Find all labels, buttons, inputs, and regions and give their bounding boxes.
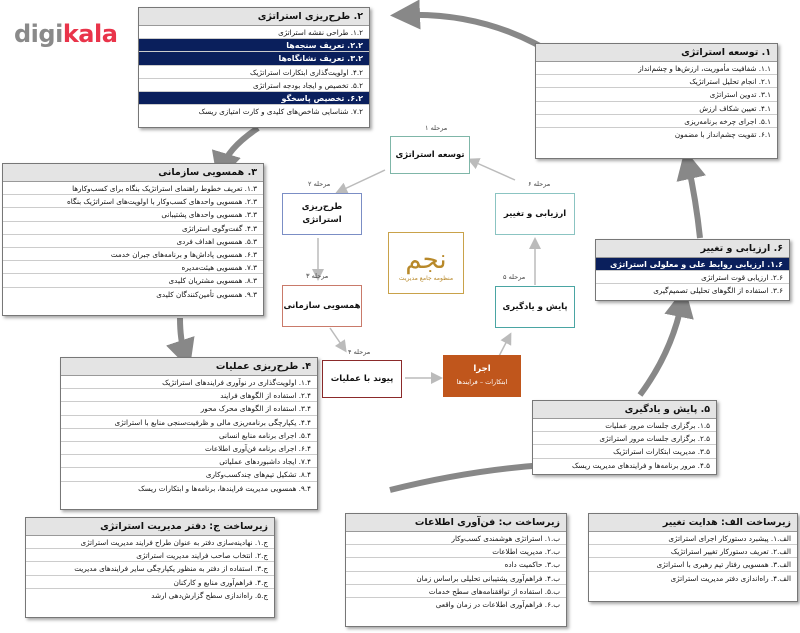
- list-item: ب.۳. حاکمیت داده: [346, 558, 566, 571]
- list-item: ۷.۴. ایجاد داشبوردهای عملیاتی: [61, 455, 317, 468]
- list-item: ۷.۲. شناسایی شاخص‌های کلیدی و کارت امتیازی ریسک: [198, 107, 363, 117]
- box-evaluation-change: [595, 239, 790, 301]
- list-item: ۶.۱. تقویت چشم‌انداز با مضمون: [674, 129, 771, 139]
- list-item: ۶.۳. همسویی پاداش‌ها و برنامه‌های جبران خدمت: [3, 248, 263, 261]
- list-item: ۴.۵. مرور برنامه‌ها و فرایندهای مدیریت ریسک: [572, 460, 710, 470]
- list-item: ۲.۳. همسویی واحدهای کسب‌وکار با اولویت‌های استراتژیک بنگاه: [3, 195, 263, 208]
- list-item: ۸.۳. همسویی مشتریان کلیدی: [3, 274, 263, 287]
- outer-arc-6-1: [688, 164, 700, 238]
- node-strategy-development: توسعه استراتژی: [390, 136, 470, 174]
- list-item: ۹.۳. همسویی تأمین‌کنندگان کلیدی: [156, 289, 257, 299]
- list-item: ۳.۳. همسویی واحدهای پشتیبانی: [3, 208, 263, 221]
- box-title: زیرساخت الف: هدایت تغییر: [589, 514, 797, 532]
- highlighted-list-item: ۲.۲. تعریف سنجه‌ها: [139, 39, 369, 52]
- box-title: ۴. طرح‌ریزی عملیات: [61, 358, 317, 376]
- list-item: ۳.۴. استفاده از الگوهای محرک محور: [61, 402, 317, 415]
- box-information-technology: [345, 513, 567, 627]
- list-item: ۲.۵. برگزاری جلسات مرور استراتژی: [533, 432, 716, 445]
- list-item: ب.۱. استراتژی هوشمندی کسب‌وکار: [346, 532, 566, 545]
- box-monitoring-learning: [532, 400, 717, 475]
- stage-label-1: مرحله ۱: [425, 124, 448, 132]
- list-item: ۸.۴. تشکیل تیم‌های چندکسب‌وکاری: [61, 468, 317, 481]
- list-item: ب.۲. مدیریت اطلاعات: [346, 545, 566, 558]
- inner-arrow-1-2: [338, 170, 385, 192]
- list-item: ۴.۲. اولویت‌گذاری ابتکارات استراتژیک: [139, 66, 369, 79]
- najm-seal: نجم منظومه جامع مدیریت: [388, 232, 464, 294]
- outer-arc-2-3: [222, 128, 258, 168]
- node-strategy-planning: طرح‌ریزی استراتژی: [282, 193, 362, 235]
- stage-label-4: مرحله ۴: [348, 348, 371, 356]
- list-item: ۱.۱. شفافیت مأموریت، ارزش‌ها و چشم‌انداز: [536, 62, 777, 75]
- box-title: ۵. پایش و یادگیری: [533, 401, 716, 419]
- box-title: ۱. توسعه استراتژی: [536, 44, 777, 62]
- box-change-leadership: [588, 513, 798, 602]
- list-item: ۳.۶. استفاده از الگوهای تحلیلی تصمیم‌گیری: [653, 286, 783, 296]
- list-item: ج.۲. انتخاب صاحب فرایند مدیریت استراتژی: [26, 549, 274, 562]
- box-title: ۳. همسویی سازمانی: [3, 164, 263, 182]
- outer-arc-4-5: [390, 465, 545, 490]
- list-item: ۴.۴. یکپارچگی برنامه‌ریزی مالی و ظرفیت‌سنجی منابع با استراتژی: [61, 416, 317, 429]
- stage-label-3: مرحله ۳: [306, 272, 329, 280]
- node-link-operations: پیوند با عملیات: [322, 360, 402, 398]
- highlighted-list-item: ۶.۲. تخصیص پاسخگو: [139, 92, 369, 105]
- inner-arrow-6-1: [470, 160, 515, 180]
- inner-arrow-3-4: [330, 328, 345, 350]
- list-item: ۶.۴. اجرای برنامه فن‌آوری اطلاعات: [61, 442, 317, 455]
- digikala-logo: digikala: [14, 20, 118, 48]
- list-item: الف.۱. پیشبرد دستورکار اجرای استراتژی: [589, 532, 797, 545]
- list-item: الف.۴. راه‌اندازی دفتر مدیریت استراتژی: [670, 573, 791, 583]
- highlighted-list-item: ۱.۶. ارزیابی روابط علی و معلولی استراتژی: [596, 258, 789, 271]
- box-title: زیرساخت ب: فن‌آوری اطلاعات: [346, 514, 566, 532]
- list-item: ۱.۵. برگزاری جلسات مرور عملیات: [533, 419, 716, 432]
- node-monitoring-learning: پایش و یادگیری: [495, 286, 575, 328]
- list-item: ۹.۴. همسویی مدیریت فرایندها، برنامه‌ها و ابتکارات ریسک: [138, 483, 311, 493]
- list-item: ۲.۴. استفاده از الگوهای فرایند: [61, 389, 317, 402]
- highlighted-list-item: ۳.۲. تعریف نشانگاه‌ها: [139, 52, 369, 65]
- box-strategy-planning: [138, 7, 370, 128]
- list-item: ۳.۱. تدوین استراتژی: [536, 88, 777, 101]
- list-item: ۳.۵. مدیریت ابتکارات استراتژیک: [533, 445, 716, 458]
- box-operations-planning: [60, 357, 318, 510]
- list-item: ۵.۳. همسویی اهداف فردی: [3, 235, 263, 248]
- stage-label-6: مرحله ۶: [528, 180, 551, 188]
- list-item: ج.۵. راه‌اندازی سطح گزارش‌دهی ارشد: [151, 590, 268, 600]
- list-item: ۵.۱. اجرای چرخه برنامه‌ریزی: [536, 115, 777, 128]
- node-execution: اجرا ابتکارات – فرایندها: [443, 355, 521, 397]
- list-item: الف.۳. همسویی رفتار تیم رهبری با استراتژی: [589, 558, 797, 571]
- list-item: الف.۲. تعریف دستورکار تغییر استراتژیک: [589, 545, 797, 558]
- list-item: ۲.۶. ارزیابی قوت استراتژی: [596, 271, 789, 284]
- list-item: ۴.۳. گفت‌وگوی استراتژی: [3, 222, 263, 235]
- stage-label-5: مرحله ۵: [503, 273, 526, 281]
- box-title: ۲. طرح‌ریزی استراتژی: [139, 8, 369, 26]
- outer-arc-5-6: [640, 302, 682, 395]
- box-title: ۶. ارزیابی و تغییر: [596, 240, 789, 258]
- list-item: ب.۴. فراهم‌آوری پشتیبانی تحلیلی براساس زمان: [346, 572, 566, 585]
- list-item: ۱.۴. اولویت‌گذاری در نوآوری فرایندهای استراتژیک: [61, 376, 317, 389]
- list-item: ج.۴. فراهم‌آوری منابع و کارکنان: [26, 576, 274, 589]
- list-item: ب.۵. استفاده از توافقنامه‌های سطح خدمات: [346, 585, 566, 598]
- list-item: ج.۳. استفاده از دفتر به منظور یکپارچگی سایر فرایندهای مدیریت: [26, 562, 274, 575]
- list-item: ۱.۳. تعریف خطوط راهنمای استراتژیک بنگاه برای کسب‌وکارها: [3, 182, 263, 195]
- outer-arc-3-4: [180, 318, 185, 355]
- list-item: ۱.۲. طراحی نقشه استراتژی: [139, 26, 369, 39]
- list-item: ۵.۲. تخصیص و ایجاد بودجه استراتژی: [139, 79, 369, 92]
- node-organizational-alignment: همسویی سازمانی: [282, 285, 362, 327]
- list-item: ۵.۴. اجرای برنامه منابع انسانی: [61, 429, 317, 442]
- box-title: زیرساخت ج: دفتر مدیریت استراتژی: [26, 518, 274, 536]
- list-item: ب.۶. فراهم‌آوری اطلاعات در زمان واقعی: [435, 599, 560, 609]
- box-organizational-alignment: [2, 163, 264, 316]
- list-item: ج.۱. نهادینه‌سازی دفتر به عنوان طراح فرایند مدیریت استراتژی: [26, 536, 274, 549]
- list-item: ۷.۳. همسویی هیئت‌مدیره: [3, 261, 263, 274]
- box-strategy-office: [25, 517, 275, 618]
- list-item: ۲.۱. انجام تحلیل استراتژیک: [536, 75, 777, 88]
- list-item: ۴.۱. تعیین شکاف ارزش: [536, 102, 777, 115]
- stage-label-2: مرحله ۲: [308, 180, 331, 188]
- node-evaluation-change: ارزیابی و تغییر: [495, 193, 575, 235]
- box-strategy-development: [535, 43, 778, 159]
